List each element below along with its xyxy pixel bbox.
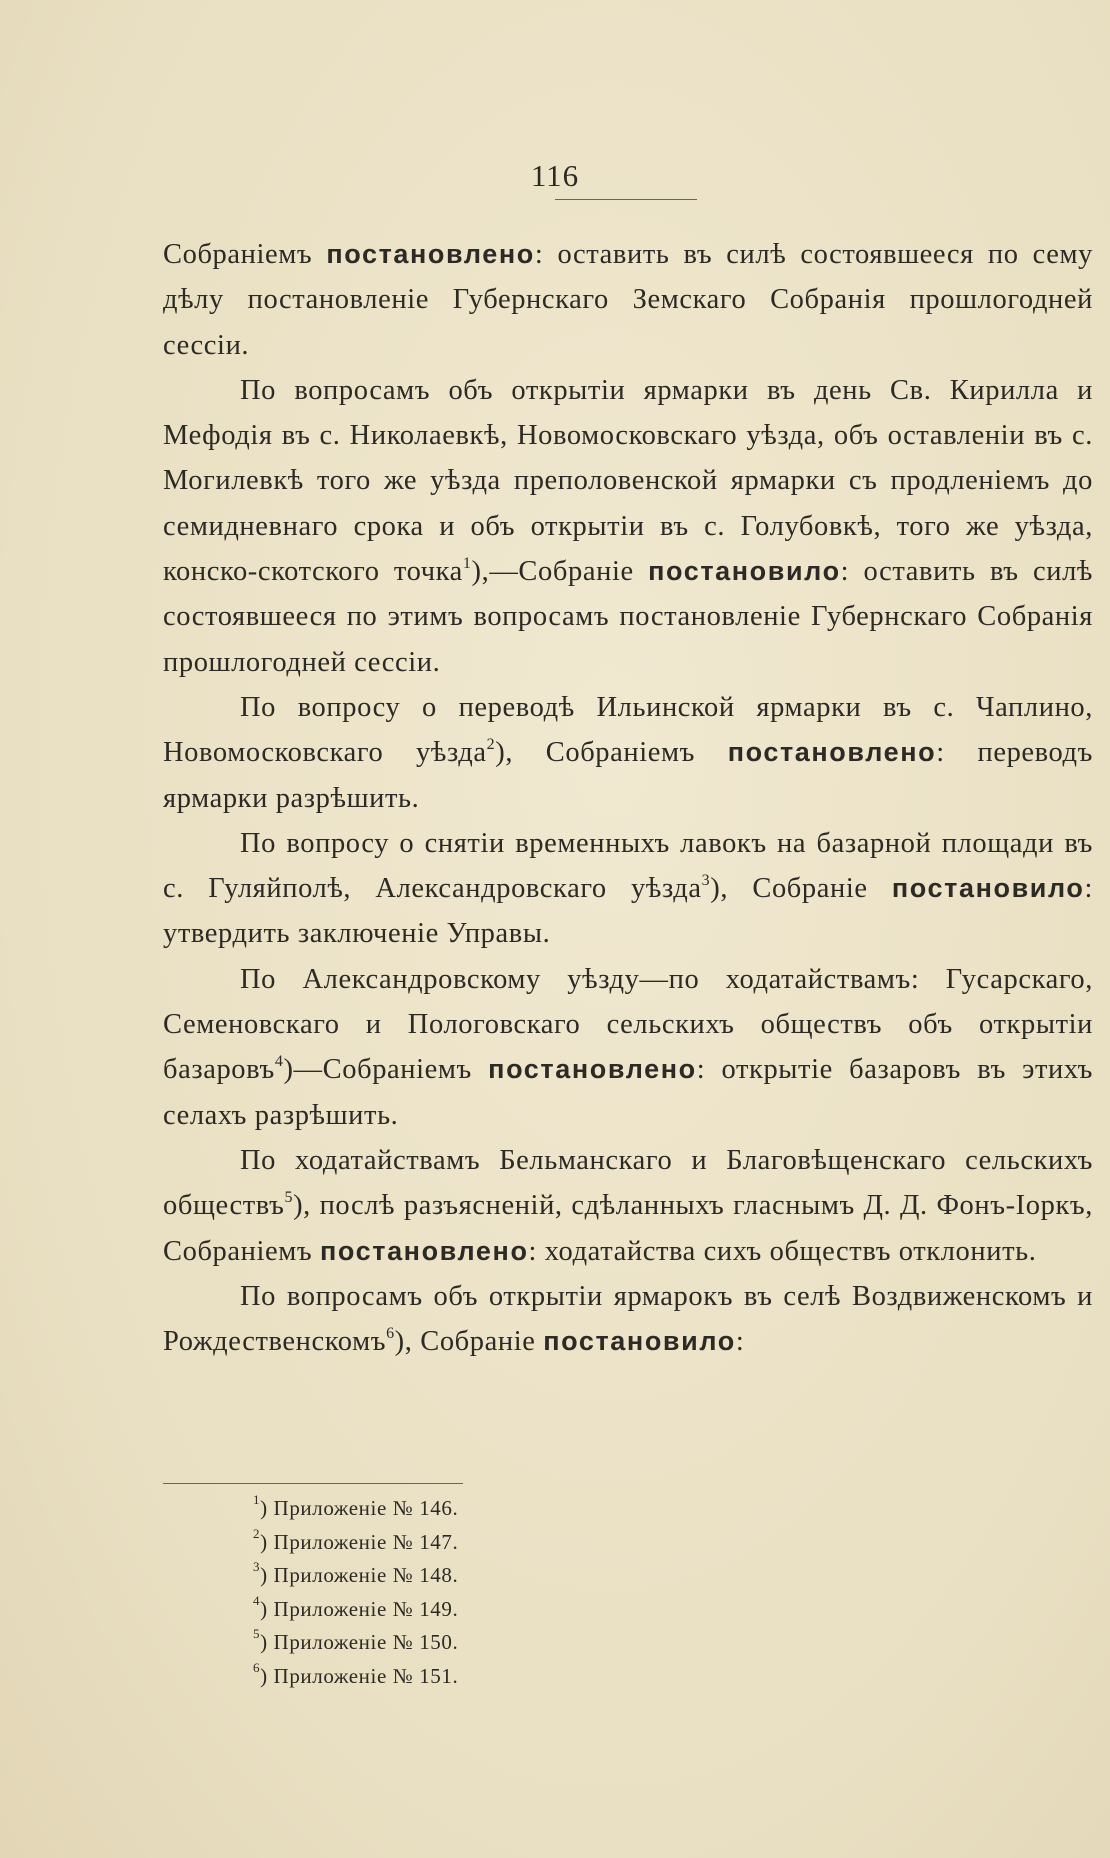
footnote xyxy=(253,1526,458,1560)
footnote-mark: 5 xyxy=(253,1626,261,1642)
footnote-mark: 6 xyxy=(253,1659,261,1675)
text-run: : xyxy=(735,1326,745,1358)
footnote-ref: 4 xyxy=(274,1052,284,1070)
text-run: )—Собраніемъ xyxy=(283,1054,489,1086)
footnote-ref: 1 xyxy=(462,554,472,572)
paragraph xyxy=(163,1138,1093,1274)
footnote-mark: 4 xyxy=(253,1592,261,1608)
paragraph xyxy=(163,957,1093,1138)
resolution-word: постановлено xyxy=(488,1054,697,1085)
footnote-rule xyxy=(163,1483,463,1484)
footnotes xyxy=(253,1492,458,1694)
text-run: По вопросу о переводѣ Ильинской ярмарки въ с. Чаплино, Новомосковскаго уѣзда xyxy=(163,691,1093,769)
text-run: : оставить въ силѣ состоявшееся по сему дѣлу постановленіе Губернскаго Земскаго Собранія прошлогодней сессіи. xyxy=(163,239,1093,361)
text-run: : переводъ ярмарки разрѣшить. xyxy=(163,737,1093,814)
paragraph xyxy=(163,368,1093,685)
resolution-word: постановлено xyxy=(326,239,535,269)
text-run: : оставить въ силѣ состоявшееся по этимъ вопросамъ постановленіе Губернскаго Собранія прошлогодней сессіи. xyxy=(163,556,1093,678)
text-run: ), послѣ разъясненій, сдѣланныхъ гласнымъ Д. Д. Фонъ-Іоркъ, Собраніемъ xyxy=(163,1190,1093,1267)
page-number-rule xyxy=(555,199,697,200)
footnote-ref: 6 xyxy=(386,1324,395,1342)
text-run: : ходатайства сихъ обществъ отклонить. xyxy=(528,1235,1037,1267)
text-run: ), Собраніемъ xyxy=(495,737,728,769)
footnote-ref: 5 xyxy=(284,1188,294,1206)
resolution-word: постановило xyxy=(543,1326,736,1357)
paragraph xyxy=(163,232,1093,368)
paragraph xyxy=(163,821,1093,957)
text-run: По ходатайствамъ Бельманскаго и Благовѣщенскаго сельскихъ обществъ xyxy=(163,1144,1093,1222)
footnote-text: ) Приложеніе № 150. xyxy=(260,1630,459,1655)
resolution-word: постановило xyxy=(891,873,1085,904)
resolution-word: постановлено xyxy=(319,1235,529,1266)
resolution-word: постановило xyxy=(648,556,841,587)
footnote-mark: 1 xyxy=(253,1492,261,1507)
text-run: По вопросамъ объ открытіи ярмарокъ въ селѣ Воздвиженскомъ и Рождественскомъ xyxy=(163,1280,1093,1358)
footnote xyxy=(253,1626,458,1660)
text-run: : открытіе базаровъ въ этихъ селахъ разрѣшить. xyxy=(163,1054,1094,1131)
footnote-text: ) Приложеніе № 148. xyxy=(260,1563,459,1588)
footnote xyxy=(253,1593,458,1627)
text-run: По Александровскому уѣзду—по ходатайствамъ: Гусарскаго, Семеновскаго и Пологовскаго сельскихъ обществъ объ открытіи базаровъ xyxy=(163,963,1093,1086)
footnote xyxy=(253,1559,458,1593)
footnote-ref: 2 xyxy=(486,735,496,753)
footnote-ref: 3 xyxy=(701,871,711,889)
text-run: По вопросамъ объ открытіи ярмарки въ день Св. Кирилла и Мефодія въ с. Николаевкѣ, Новомосковскаго уѣзда, объ оставленіи въ с. Могилевкѣ того же уѣзда преполовенской ярмарки съ продленіемъ до семидневнаго срока и объ открытіи въ с. Голубовкѣ, того же уѣзда, конско-скотского точка xyxy=(163,374,1093,588)
footnote-mark: 3 xyxy=(253,1559,261,1575)
footnote-text: ) Приложеніе № 149. xyxy=(260,1596,459,1621)
text-run: Собраніемъ xyxy=(163,239,327,270)
page-number: 116 xyxy=(530,158,580,193)
footnote-text: ) Приложеніе № 147. xyxy=(260,1529,459,1554)
body-text xyxy=(163,232,1093,1364)
text-run: : утвердить заключеніе Управы. xyxy=(163,873,1094,950)
paragraph xyxy=(163,685,1093,821)
footnote-mark: 2 xyxy=(253,1525,261,1541)
paragraph xyxy=(163,1274,1093,1365)
footnote xyxy=(253,1660,458,1694)
text-run: ), Собраніе xyxy=(710,873,892,905)
text-run: По вопросу о снятіи временныхъ лавокъ на базарной площади въ с. Гуляйполѣ, Александровскаго уѣзда xyxy=(163,827,1093,905)
text-run: ),—Собраніе xyxy=(471,556,649,588)
footnote-text: ) Приложеніе № 151. xyxy=(260,1663,459,1688)
text-run: ), Собраніе xyxy=(394,1326,544,1358)
resolution-word: постановлено xyxy=(727,737,937,768)
footnote xyxy=(253,1492,458,1526)
footnote-text: ) Приложеніе № 146. xyxy=(260,1496,459,1520)
